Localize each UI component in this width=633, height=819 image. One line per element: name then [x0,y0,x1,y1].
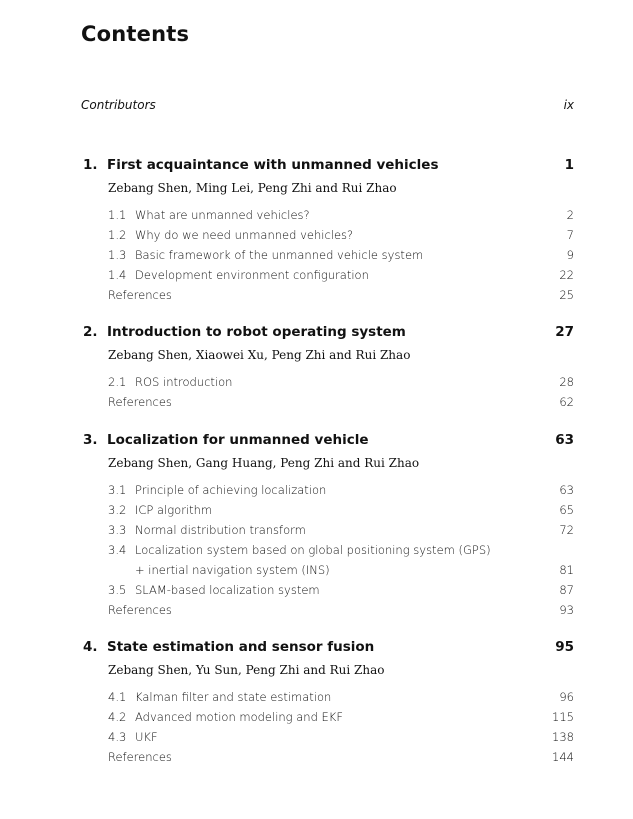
chapter-page: 95 [555,639,574,655]
chapter-page: 27 [555,324,574,340]
section-title: Why do we need unmanned vehicles? [135,228,354,242]
section-title: ROS introduction [135,375,233,389]
section-number: 3.2 [108,503,127,517]
section-number: 3.3 [108,523,127,537]
chapter-authors: Zebang Shen, Ming Lei, Peng Zhi and Rui Zhao [108,181,397,195]
section-list [108,372,574,412]
chapter-authors: Zebang Shen, Gang Huang, Peng Zhi and Rui Zhao [108,456,420,470]
references-page: 144 [552,750,574,764]
section-entry[interactable] [108,580,574,600]
section-page: 96 [559,690,574,704]
section-entry[interactable] [108,520,574,540]
chapter-number: 2. [83,324,98,340]
section-number: 3.5 [108,583,127,597]
section-number: 1.2 [108,228,127,242]
section-page: 72 [559,523,574,537]
references-page: 62 [559,395,574,409]
section-entry[interactable] [108,265,574,285]
section-page: 22 [559,268,574,282]
section-page: 138 [552,730,574,744]
section-title-continuation: + inertial navigation system (INS) [135,563,330,577]
contributors-entry[interactable] [81,98,574,112]
chapter-number: 1. [83,157,98,173]
section-page: 7 [566,228,574,242]
section-entry[interactable] [108,727,574,747]
section-page: 87 [559,583,574,597]
references-entry[interactable] [108,392,574,412]
section-title: ICP algorithm [135,503,213,517]
section-entry[interactable] [108,707,574,727]
references-page: 25 [559,288,574,302]
references-label: References [108,750,172,764]
section-entry[interactable] [108,540,574,560]
section-list [108,205,574,305]
section-page: 63 [559,483,574,497]
section-number: 1.1 [108,208,127,222]
section-page: 28 [559,375,574,389]
chapter-2 [83,322,574,412]
section-entry[interactable] [108,245,574,265]
section-title: SLAM-based localization system [135,583,320,597]
section-title: Localization system based on global positioning system (GPS) [135,543,491,557]
section-entry[interactable] [108,500,574,520]
section-title: Kalman filter and state estimation [135,690,332,704]
contributors-page: ix [563,98,574,112]
section-number: 3.1 [108,483,127,497]
references-entry[interactable] [108,285,574,305]
chapter-heading[interactable] [83,155,574,175]
references-page: 93 [559,603,574,617]
section-title: What are unmanned vehicles? [135,208,310,222]
section-number: 4.1 [108,690,127,704]
section-page: 81 [559,563,574,577]
chapter-number: 4. [83,639,98,655]
section-entry-continuation[interactable] [108,560,574,580]
section-page: 115 [552,710,574,724]
section-number: 4.2 [108,710,127,724]
references-label: References [108,395,172,409]
chapter-authors: Zebang Shen, Xiaowei Xu, Peng Zhi and Rui Zhao [108,348,411,362]
section-entry[interactable] [108,480,574,500]
section-title: Development environment configuration [135,268,369,282]
chapter-title: Localization for unmanned vehicle [107,432,369,448]
chapter-title: State estimation and sensor fusion [107,639,375,655]
chapter-number: 3. [83,432,98,448]
section-title: UKF [135,730,158,744]
section-title: Basic framework of the unmanned vehicle system [135,248,424,262]
section-number: 1.4 [108,268,127,282]
chapter-1 [83,155,574,305]
chapter-3 [83,430,574,620]
section-page: 65 [559,503,574,517]
references-entry[interactable] [108,600,574,620]
chapter-page: 1 [564,157,574,173]
section-number: 2.1 [108,375,127,389]
chapter-heading[interactable] [83,430,574,450]
section-list [108,480,574,620]
section-page: 2 [566,208,574,222]
section-entry[interactable] [108,225,574,245]
section-entry[interactable] [108,205,574,225]
chapter-title: First acquaintance with unmanned vehicles [107,157,439,173]
references-label: References [108,603,172,617]
section-entry[interactable] [108,687,574,707]
chapter-heading[interactable] [83,637,574,657]
page-title: Contents [81,22,190,46]
chapter-authors: Zebang Shen, Yu Sun, Peng Zhi and Rui Zhao [108,663,385,677]
section-title: Advanced motion modeling and EKF [135,710,343,724]
section-number: 4.3 [108,730,127,744]
chapter-heading[interactable] [83,322,574,342]
section-page: 9 [566,248,574,262]
chapter-4 [83,637,574,767]
contributors-label: Contributors [81,98,156,112]
section-entry[interactable] [108,372,574,392]
chapter-page: 63 [555,432,574,448]
section-list [108,687,574,767]
section-title: Normal distribution transform [135,523,306,537]
section-title: Principle of achieving localization [135,483,327,497]
chapter-title: Introduction to robot operating system [107,324,406,340]
references-label: References [108,288,172,302]
section-number: 3.4 [108,543,127,557]
references-entry[interactable] [108,747,574,767]
section-number: 1.3 [108,248,127,262]
